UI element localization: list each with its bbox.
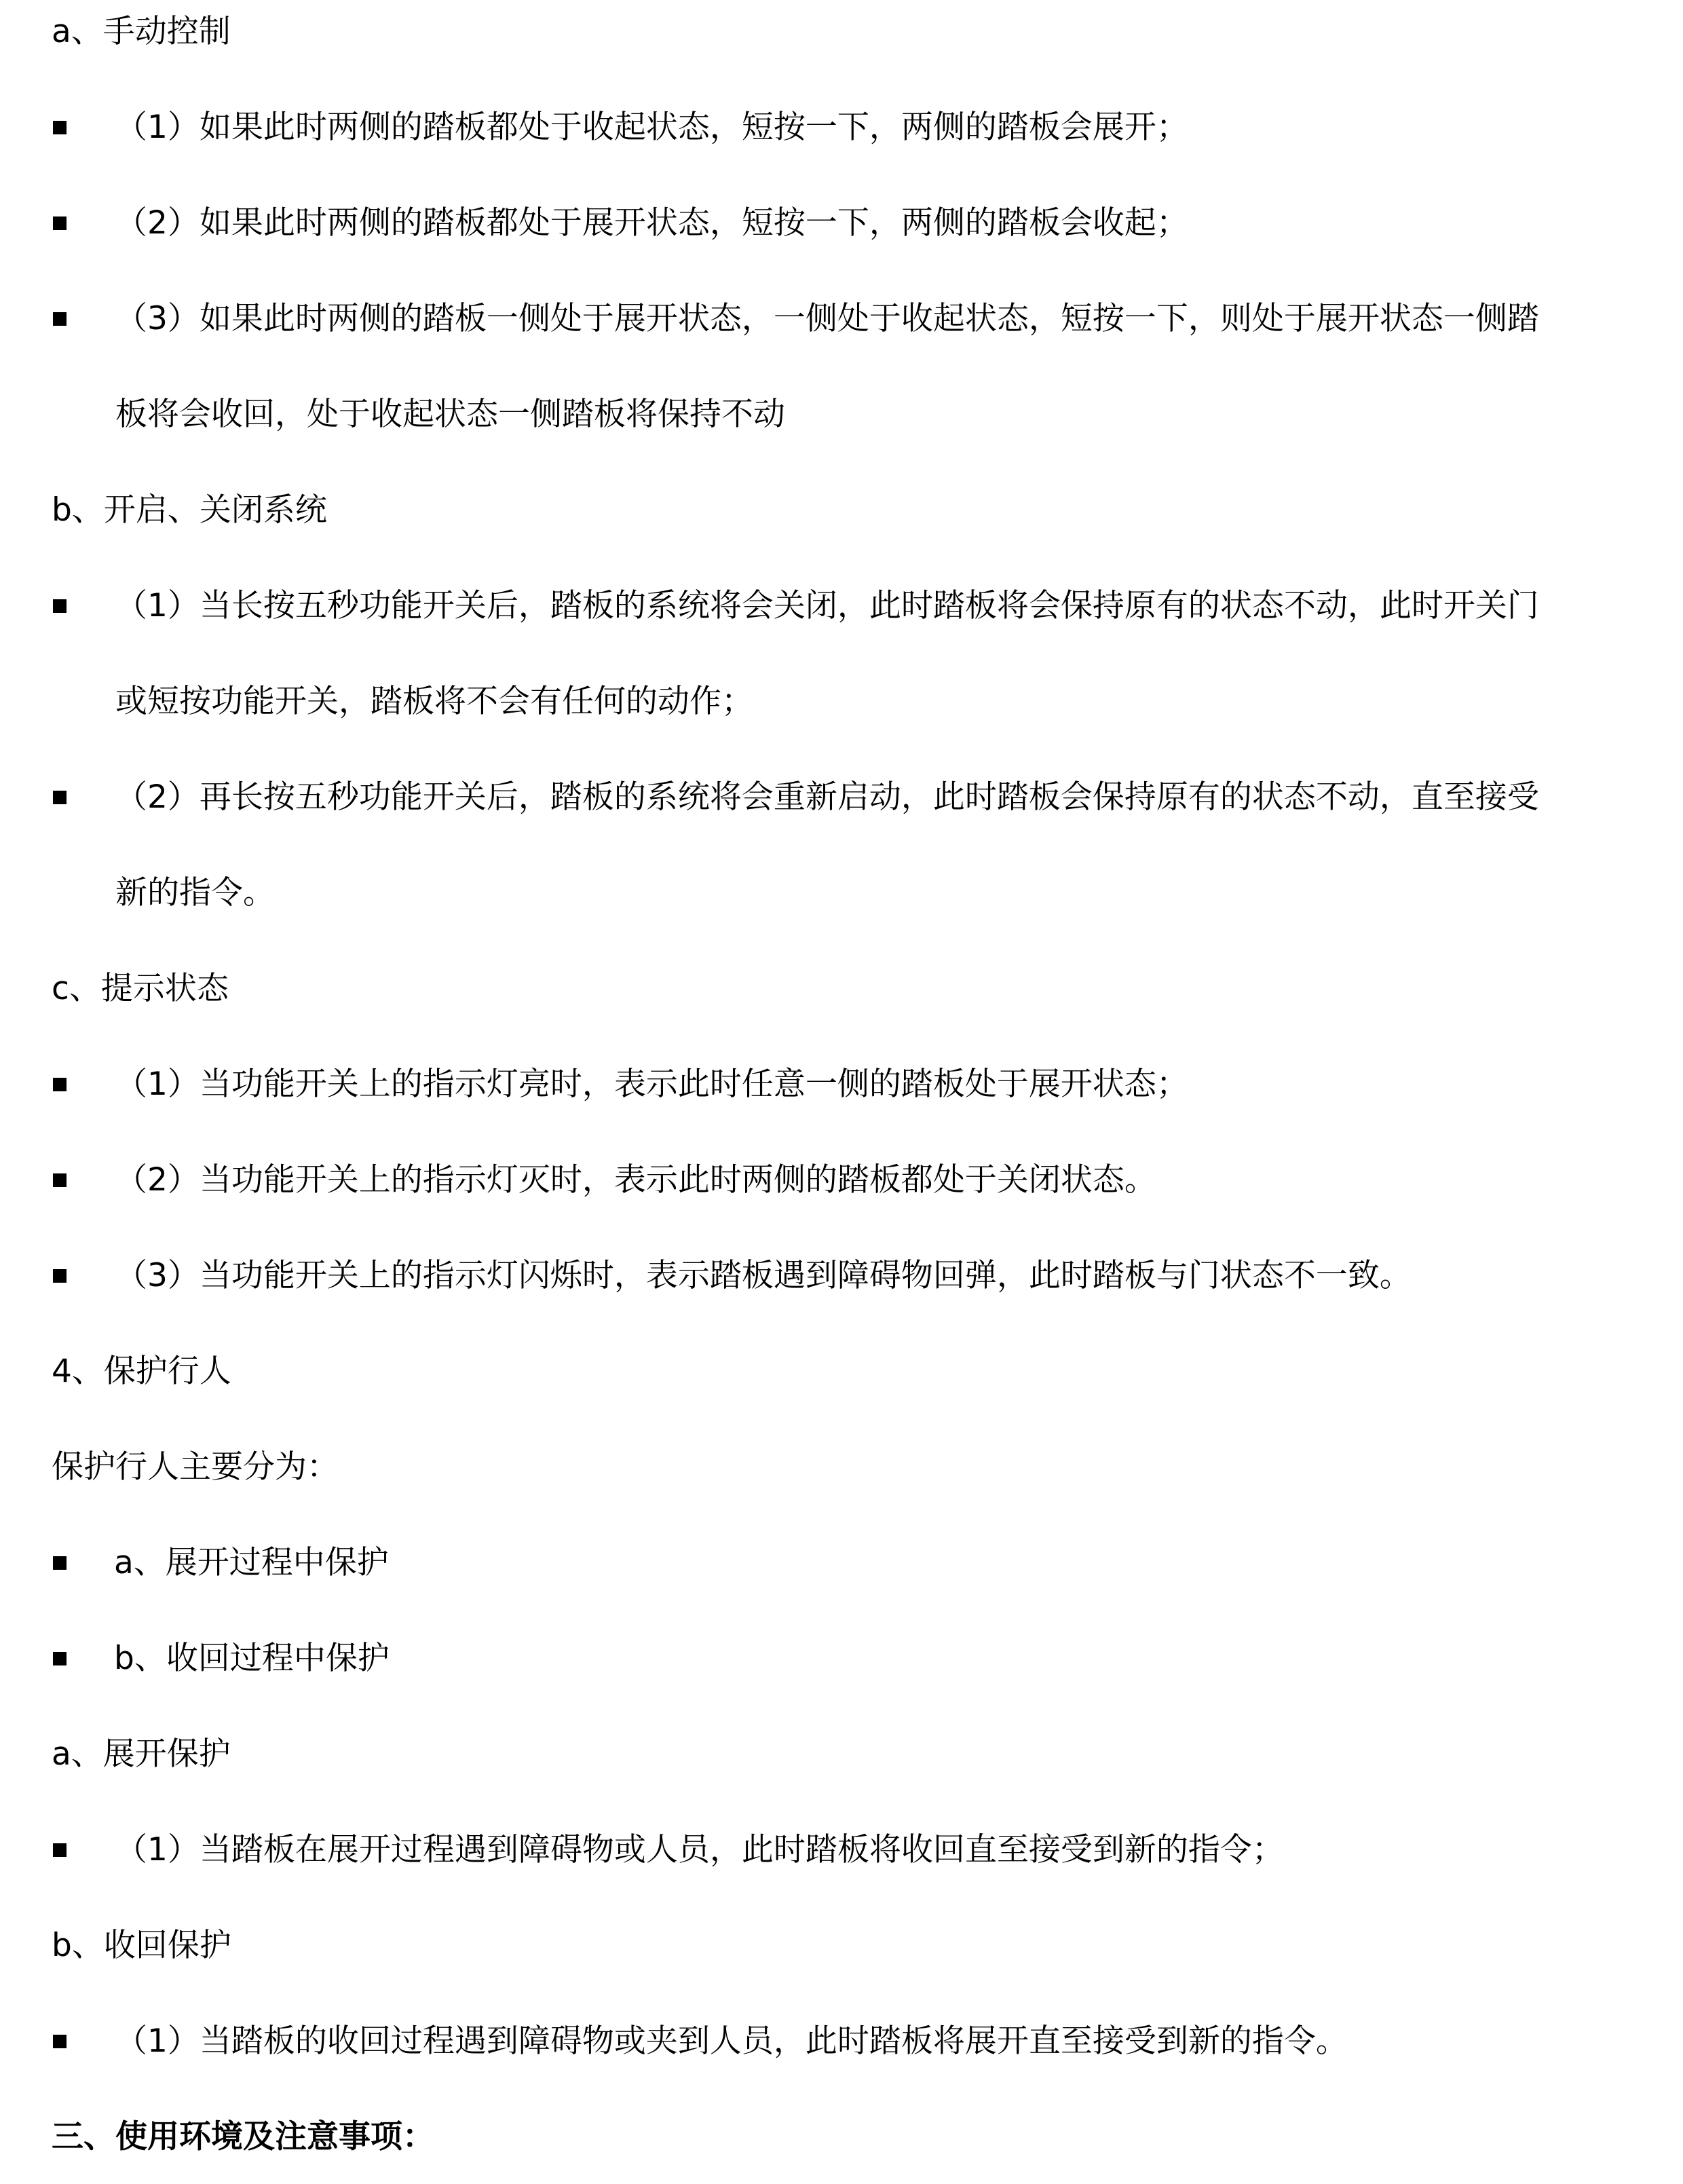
section-heading-retract-protect: b、收回保护: [52, 1927, 231, 1964]
square-bullet-icon: [53, 599, 67, 613]
list-item: [0, 1820, 1683, 1881]
section-heading-system: b、开启、关闭系统: [52, 491, 327, 529]
section-heading-protect: 4、保护行人: [52, 1353, 231, 1390]
list-item-text: a、展开过程中保护: [114, 1544, 389, 1581]
list-item: [0, 1628, 1683, 1689]
list-item-text: （1）当功能开关上的指示灯亮时，表示此时任意一侧的踏板处于展开状态；: [115, 1066, 1188, 1103]
list-item: [0, 2011, 1683, 2072]
list-item-text: （2）如果此时两侧的踏板都处于展开状态，短按一下，两侧的踏板会收起；: [115, 204, 1188, 242]
square-bullet-icon: [53, 312, 67, 326]
list-item-continuation: 板将会收回，处于收起状态一侧踏板将保持不动: [115, 396, 785, 433]
list-item-text: b、收回过程中保护: [114, 1640, 390, 1677]
square-bullet-icon: [53, 1652, 67, 1665]
list-item-continuation: 或短按功能开关，踏板将不会有任何的动作；: [115, 683, 753, 720]
list-item: [0, 576, 1683, 637]
list-item-text: （1）当踏板在展开过程遇到障碍物或人员，此时踏板将收回直至接受到新的指令；: [115, 1831, 1284, 1868]
list-item: [0, 193, 1683, 254]
list-item-text: （2）再长按五秒功能开关后，踏板的系统将会重新启动，此时踏板会保持原有的状态不动，直至接受: [115, 778, 1539, 816]
list-item: [0, 1245, 1683, 1306]
paragraph-intro: 保护行人主要分为：: [52, 1448, 339, 1486]
list-item: [0, 97, 1683, 158]
square-bullet-icon: [53, 791, 67, 804]
list-item-text: （1）当踏板的收回过程遇到障碍物或夹到人员，此时踏板将展开直至接受到新的指令。: [115, 2022, 1348, 2060]
list-item-continuation: 新的指令。: [115, 874, 275, 911]
square-bullet-icon: [53, 1078, 67, 1091]
list-item-text: （2）当功能开关上的指示灯灭时，表示此时两侧的踏板都处于关闭状态。: [115, 1161, 1156, 1199]
list-item: [0, 1150, 1683, 1211]
list-item-text: （3）如果此时两侧的踏板一侧处于展开状态，一侧处于收起状态，短按一下，则处于展开状态一侧踏: [115, 300, 1539, 337]
list-item: [0, 767, 1683, 828]
square-bullet-icon: [53, 216, 67, 230]
section-heading-manual-control: a、手动控制: [52, 13, 231, 50]
square-bullet-icon: [53, 1173, 67, 1187]
list-item: [0, 1532, 1683, 1594]
list-item-text: （1）当长按五秒功能开关后，踏板的系统将会关闭，此时踏板将会保持原有的状态不动，此时开关门: [115, 587, 1539, 624]
section-heading-expand-protect: a、展开保护: [52, 1735, 231, 1773]
section-heading-status: c、提示状态: [52, 970, 229, 1007]
square-bullet-icon: [53, 121, 67, 134]
list-item: [0, 288, 1683, 350]
square-bullet-icon: [53, 1269, 67, 1283]
square-bullet-icon: [53, 1556, 67, 1570]
square-bullet-icon: [53, 2035, 67, 2048]
list-item-text: （1）如果此时两侧的踏板都处于收起状态，短按一下，两侧的踏板会展开；: [115, 109, 1188, 146]
section-heading-usage-environment: 三、使用环境及注意事项：: [52, 2118, 434, 2155]
list-item: [0, 1054, 1683, 1115]
list-item-text: （3）当功能开关上的指示灯闪烁时，表示踏板遇到障碍物回弹，此时踏板与门状态不一致。: [115, 1257, 1412, 1294]
square-bullet-icon: [53, 1843, 67, 1857]
